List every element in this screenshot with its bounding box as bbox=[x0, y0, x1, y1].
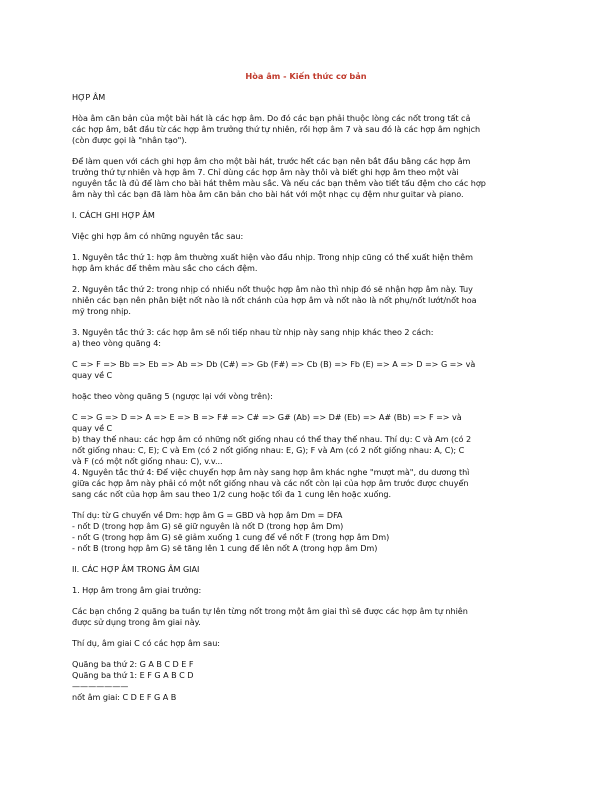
document-body bbox=[72, 92, 542, 713]
text-line: C => F => Bb => Eb => Ab => Db (C#) => Gb (F#) => Cb (B) => Fb (E) => A => D => G => và bbox=[72, 359, 476, 369]
paragraph bbox=[72, 606, 542, 628]
text-line: Quãng ba thứ 2: G A B C D E F bbox=[72, 659, 194, 669]
text-line: - nốt D (trong hợp âm G) sẽ giữ nguyên là nốt D (trong hợp âm Dm) bbox=[72, 521, 344, 531]
text-line: Quãng ba thứ 1: E F G A B C D bbox=[72, 670, 194, 680]
paragraph bbox=[72, 585, 542, 596]
text-line: nhiên các bạn nên phân biệt nốt nào là nốt chánh của hợp âm và nốt nào là nốt phụ/nốt lướt/nốt hoa bbox=[72, 295, 477, 305]
text-line: (còn được gọi là "nhân tạo"). bbox=[72, 135, 187, 145]
text-line: Để làm quen với cách ghi hợp âm cho một bài hát, trước hết các bạn nên bắt đầu bằng các hợp âm bbox=[72, 156, 471, 166]
text-line: HỢP ÂM bbox=[72, 92, 106, 102]
text-line: C => G => D => A => E => B => F# => C# => G# (Ab) => D# (Eb) => A# (Bb) => F => và bbox=[72, 412, 462, 422]
text-line: Việc ghi hợp âm có những nguyên tắc sau: bbox=[72, 231, 244, 241]
text-line: nguyên tắc là đủ để làm cho bài hát thêm màu sắc. Và nếu các bạn thêm vào tiết tấu đệm cho các hợp bbox=[72, 178, 486, 188]
paragraph bbox=[72, 210, 542, 221]
text-line: trưởng thứ tự nhiên và hợp âm 7. Chỉ dùng các hợp âm này thôi và biết ghi hợp âm theo một vài bbox=[72, 167, 459, 177]
paragraph bbox=[72, 659, 542, 703]
text-line: hợp âm khác để thêm màu sắc cho cách đệm. bbox=[72, 263, 258, 273]
text-line: âm này thì các bạn đã làm hòa âm căn bản cho bài hát với một nhạc cụ đệm như guitar và piano. bbox=[72, 189, 464, 199]
text-line: 1. Hợp âm trong âm giai trưởng: bbox=[72, 585, 202, 595]
text-line: 3. Nguyên tắc thứ 3: các hợp âm sẽ nối tiếp nhau từ nhịp này sang nhịp khác theo 2 cách: bbox=[72, 327, 434, 337]
paragraph bbox=[72, 391, 542, 402]
text-line: nốt giống nhau: C, E); C và Em (có 2 nốt giống nhau: E, G); F và Am (có 2 nốt giống nhau: A, C); C bbox=[72, 445, 465, 455]
paragraph bbox=[72, 252, 542, 274]
paragraph bbox=[72, 92, 542, 103]
text-line: 1. Nguyên tắc thứ 1: hợp âm thường xuất hiện vào đầu nhịp. Trong nhịp cũng có thể xuất hiện thêm bbox=[72, 252, 473, 262]
text-line: Các bạn chồng 2 quãng ba tuần tự lên từng nốt trong một âm giai thì sẽ được các hợp âm tự nhiên bbox=[72, 606, 468, 616]
text-line: I. CÁCH GHI HỢP ÂM bbox=[72, 210, 155, 220]
text-line: Hòa âm căn bản của một bài hát là các hợp âm. Do đó các bạn phải thuộc lòng các nốt trong tất cả bbox=[72, 113, 471, 123]
text-line: hoặc theo vòng quãng 5 (ngược lại với vòng trên): bbox=[72, 391, 273, 401]
text-line: ——————— bbox=[72, 681, 129, 691]
text-line: - nốt B (trong hợp âm G) sẽ tăng lên 1 cung để lên nốt A (trong hợp âm Dm) bbox=[72, 543, 378, 553]
text-line: II. CÁC HỢP ÂM TRONG ÂM GIAI bbox=[72, 564, 200, 574]
text-line: a) theo vòng quãng 4: bbox=[72, 338, 161, 348]
paragraph bbox=[72, 510, 542, 554]
text-line: và F (có một nốt giống nhau: C), v.v... bbox=[72, 456, 223, 466]
document-title: Hòa âm - Kiến thức cơ bản bbox=[245, 71, 367, 81]
text-line: được sử dụng trong âm giai này. bbox=[72, 617, 201, 627]
paragraph bbox=[72, 564, 542, 575]
text-line: các hợp âm, bắt đầu từ các hợp âm trưởng thứ tự nhiên, rồi hợp âm 7 và sau đó là các hợp âm nghịch bbox=[72, 124, 481, 134]
text-line: 2. Nguyên tắc thứ 2: trong nhịp có nhiều nốt thuộc hợp âm nào thì nhịp đó sẽ nhận hợp âm này. Tuy bbox=[72, 284, 473, 294]
text-line: quay về C bbox=[72, 423, 113, 433]
text-line: b) thay thế nhau: các hợp âm có những nốt giống nhau có thể thay thế nhau. Thí dụ: C và Am (có 2 bbox=[72, 434, 472, 444]
text-line: quay về C bbox=[72, 370, 113, 380]
paragraph bbox=[72, 284, 542, 317]
paragraph bbox=[72, 113, 542, 146]
text-line: giữa các hợp âm này phải có một nốt giống nhau và các nốt còn lại của hợp âm trước được chuyển bbox=[72, 478, 469, 488]
paragraph bbox=[72, 327, 542, 349]
text-line: sang các nốt của hợp âm sau theo 1/2 cung hoặc tối đa 1 cung lên hoặc xuống. bbox=[72, 489, 392, 499]
paragraph bbox=[72, 231, 542, 242]
text-line: 4. Nguyên tắc thứ 4: Để việc chuyển hợp âm này sang hợp âm khác nghe "mượt mà", du dương thì bbox=[72, 467, 470, 477]
paragraph bbox=[72, 638, 542, 649]
paragraph bbox=[72, 156, 542, 200]
text-line: Thí dụ, âm giai C có các hợp âm sau: bbox=[72, 638, 220, 648]
text-line: mỹ trong nhịp. bbox=[72, 306, 131, 316]
text-line: Thí dụ: từ G chuyển về Dm: hợp âm G = GBD và hợp âm Dm = DFA bbox=[72, 510, 343, 520]
text-line: - nốt G (trong hợp âm G) sẽ giảm xuống 1 cung để về nốt F (trong hợp âm Dm) bbox=[72, 532, 390, 542]
paragraph bbox=[72, 412, 542, 500]
text-line: nốt âm giai: C D E F G A B bbox=[72, 692, 177, 702]
paragraph bbox=[72, 359, 542, 381]
